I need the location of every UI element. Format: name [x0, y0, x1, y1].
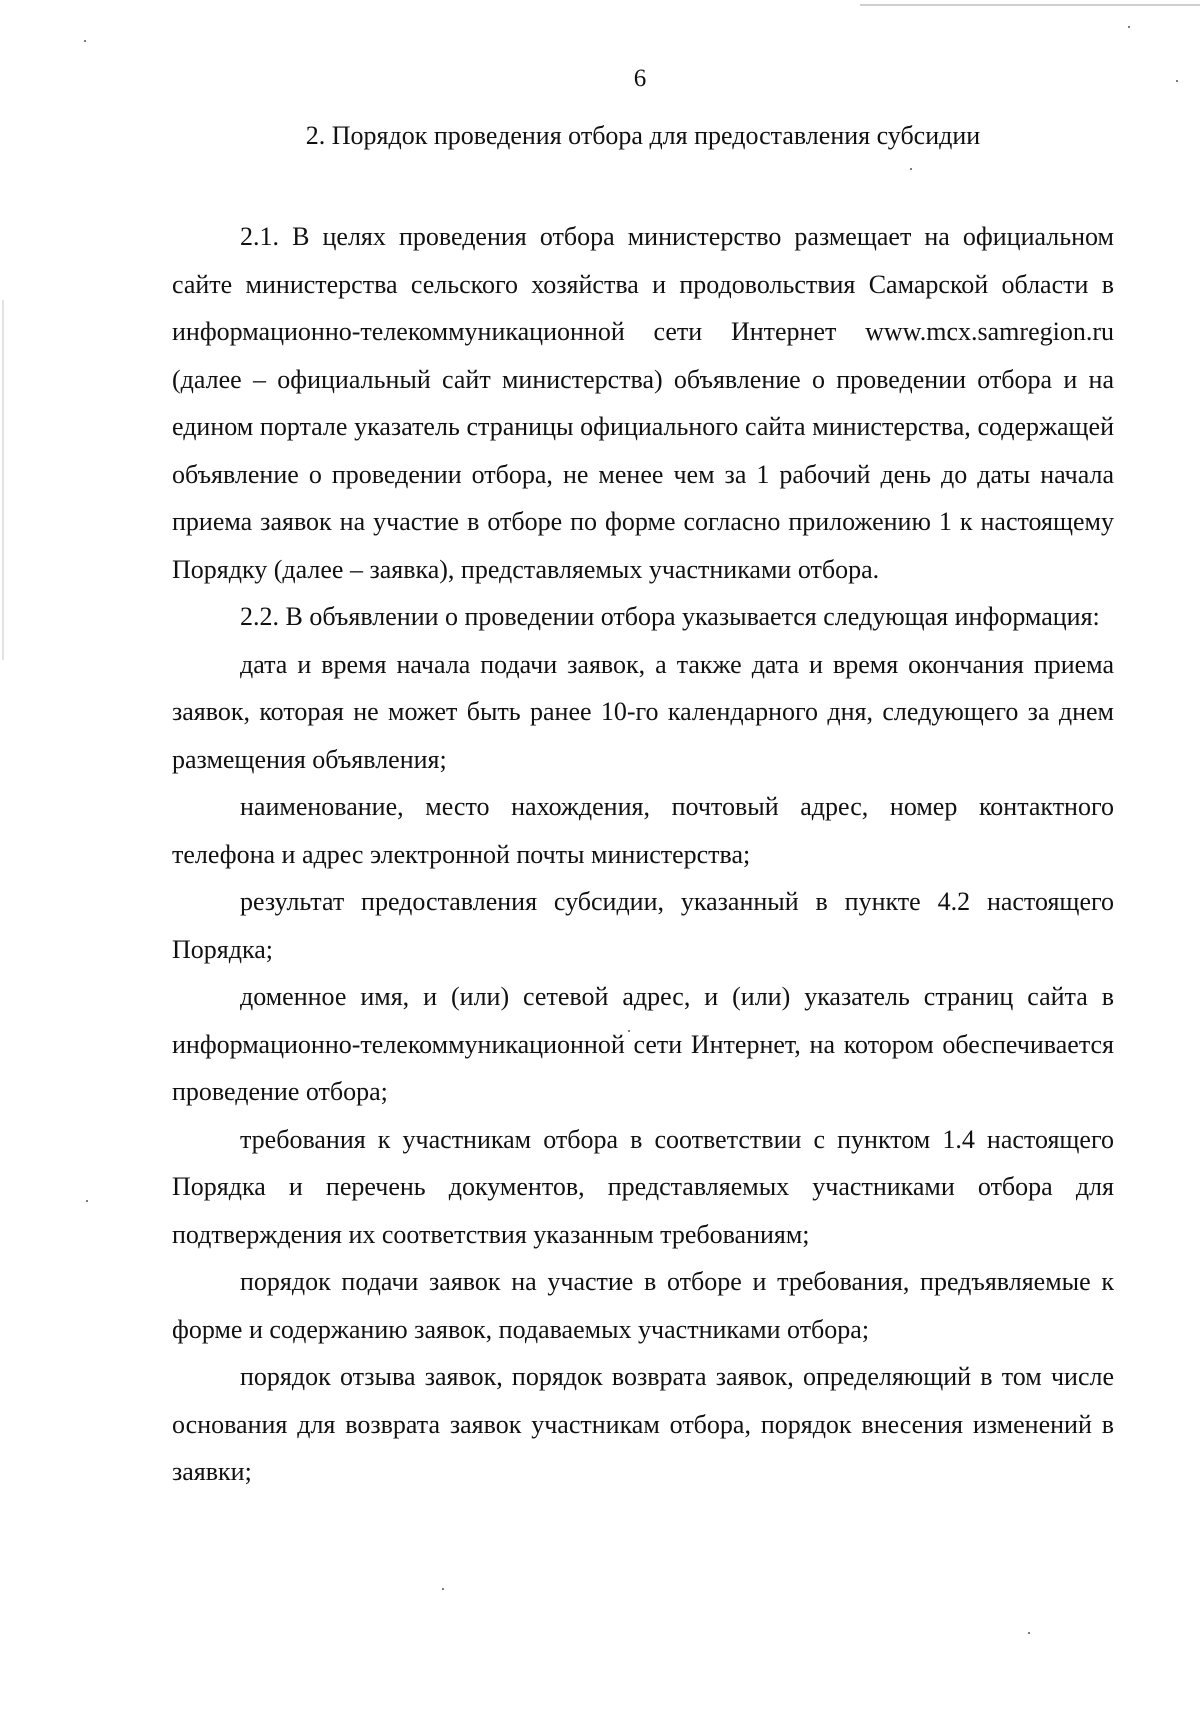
- paragraph: доменное имя, и (или) сетевой адрес, и (или) указатель страниц сайта в информационно-телекоммуникационной сети Интернет, на котором обеспечивается проведение отбора;: [172, 982, 1114, 1106]
- section-title: 2. Порядок проведения отбора для предоставления субсидии: [305, 121, 981, 150]
- scan-speck: [1128, 26, 1130, 28]
- scan-artifact-top-line: [860, 4, 1200, 6]
- paragraph: порядок подачи заявок на участие в отборе и требования, предъявляемые к форме и содержанию заявок, подаваемых участниками отбора;: [172, 1267, 1114, 1344]
- paragraph: требования к участникам отбора в соответствии с пунктом 1.4 настоящего Порядка и перечень документов, представляемых участниками отбора для подтверждения их соответствия указанным требованиям;: [172, 1124, 1114, 1249]
- paragraph: дата и время начала подачи заявок, а также дата и время окончания приема заявок, которая не может быть ранее 10-го календарного дня, следующего за днем размещения объявления;: [172, 649, 1114, 774]
- document-body: [172, 213, 1114, 1496]
- paragraph: 2.1. В целях проведения отбора министерство размещает на официальном сайте министерства сельского хозяйства и продовольствия Самарской области в информационно-телекоммуникационной сети Интернет www.mcx.samregion.ru (далее – официальный сайт министерства) объявление о проведении отбора и на едином портале указатель страницы официального сайта министерства, содержащей объявление о проведении отбора, не менее чем за 1 рабочий день до даты начала приема заявок на участие в отборе по форме согласно приложению 1 к настоящему Порядку (далее – заявка), представляемых участниками отбора.: [172, 222, 1114, 584]
- scan-speck: [442, 1588, 444, 1590]
- scan-speck: [84, 40, 86, 42]
- scan-speck: [1028, 1632, 1030, 1634]
- paragraph: порядок отзыва заявок, порядок возврата заявок, определяющий в том числе основания для возврата заявок участникам отбора, порядок внесения изменений в заявки;: [172, 1362, 1114, 1486]
- paragraph: 2.2. В объявлении о проведении отбора указывается следующая информация:: [240, 602, 1100, 631]
- paragraph: результат предоставления субсидии, указанный в пункте 4.2 настоящего Порядка;: [172, 887, 1114, 964]
- paragraph: наименование, место нахождения, почтовый адрес, номер контактного телефона и адрес электронной почты министерства;: [172, 792, 1114, 869]
- page-number: 6: [633, 65, 647, 92]
- scan-speck: [86, 1200, 88, 1202]
- scan-speck: [910, 168, 912, 170]
- scan-artifact-left-edge: [2, 300, 4, 660]
